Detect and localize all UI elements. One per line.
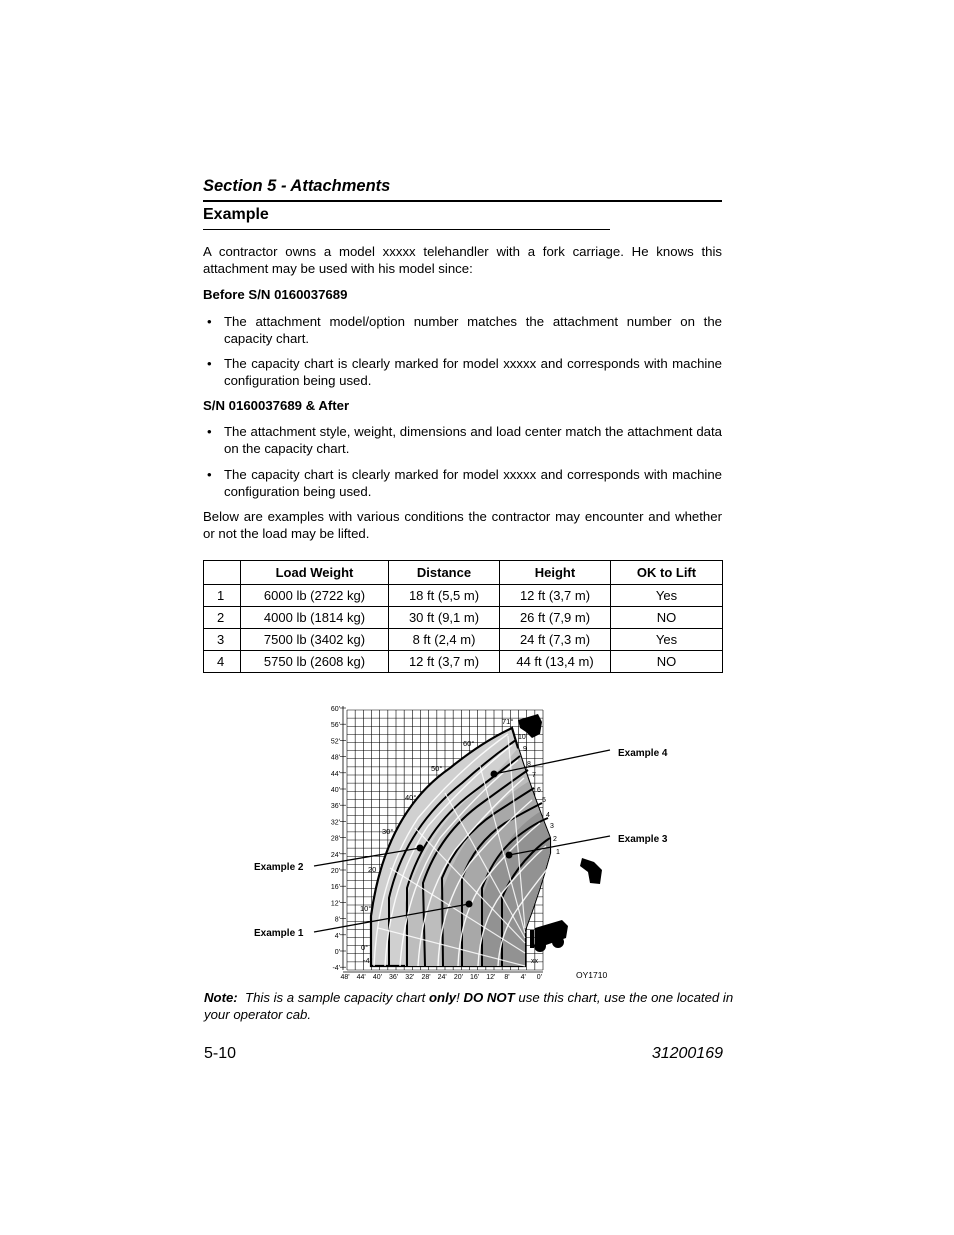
note-label: Note:	[204, 990, 238, 1005]
y-tick-label: 12'	[330, 900, 340, 908]
boom-extension-label: 8	[527, 761, 531, 768]
table-cell: 8 ft (2,4 m)	[389, 629, 500, 651]
boom-extension-label: 7	[532, 772, 536, 779]
note-only: only	[429, 990, 457, 1005]
example-label: Example 2	[254, 862, 304, 873]
y-tick-label: 0'	[334, 949, 340, 956]
page-number: 5-10	[204, 1045, 237, 1062]
boom-angle-label: 71°	[502, 717, 514, 726]
y-tick-label: 28'	[330, 835, 340, 843]
table-cell: 26 ft (7,9 m)	[500, 607, 611, 629]
note-text: use this chart, use the one located in your operator cab.	[204, 990, 734, 1022]
example-label: Example 1	[254, 928, 304, 939]
table-cell: 44 ft (13,4 m)	[500, 651, 611, 673]
x-tick-label: 4'	[520, 974, 526, 981]
table-cell: 12 ft (3,7 m)	[389, 651, 500, 673]
x-tick-label: 28'	[421, 974, 431, 981]
boom-extension-label: 3	[550, 823, 554, 830]
x-tick-label: 20'	[453, 974, 463, 981]
table-row	[204, 651, 723, 673]
figure-code: OY1710	[576, 970, 608, 980]
y-tick-label: 24'	[330, 851, 340, 859]
x-tick-label: 24'	[437, 974, 447, 981]
table-row	[204, 585, 723, 607]
table-cell: 4000 lb (1814 kg)	[241, 607, 389, 629]
section-title: Section 5 - Attachments	[203, 177, 391, 195]
xx-label: xx	[531, 958, 538, 965]
boom-angle-label: 30°	[382, 827, 394, 836]
telehandler-icon	[530, 920, 568, 952]
bullet-dot: •	[207, 467, 212, 482]
table-cell: Yes	[611, 585, 723, 607]
y-tick-label: 32'	[330, 819, 340, 827]
boom-angle-label: 20	[368, 865, 377, 874]
y-tick-label: 56'	[330, 722, 340, 730]
after-sn-heading: S/N 0160037689 & After	[203, 398, 350, 413]
table-cell: 5750 lb (2608 kg)	[241, 651, 389, 673]
table-cell: 24 ft (7,3 m)	[500, 629, 611, 651]
intro-paragraph: A contractor owns a model xxxxx telehandler with a fork carriage. He knows this attachment may be used with his model since:	[203, 244, 722, 276]
y-tick-label: 16'	[330, 884, 340, 892]
x-tick-label: 40'	[372, 974, 382, 981]
table-cell: NO	[611, 651, 723, 673]
note-text: !	[456, 990, 464, 1005]
boom-extension-label: 1	[556, 849, 560, 856]
y-tick-label: -4'	[332, 965, 340, 973]
boom-extension-label: 6	[537, 787, 541, 794]
boom-angle-label: 40°	[405, 793, 417, 802]
table-cell: 3	[204, 629, 241, 651]
boom-extension-label: 9	[523, 746, 527, 753]
x-tick-label: 0'	[536, 974, 543, 981]
table-cell: Yes	[611, 629, 723, 651]
before-bullet-1: • The attachment model/option number matches the attachment number on the capacity chart.	[207, 314, 722, 346]
y-tick-label: 60'	[330, 706, 340, 713]
x-tick-label: 12'	[486, 974, 496, 981]
table-header: Height	[500, 561, 611, 585]
table-cell: NO	[611, 607, 723, 629]
note-text: This is a sample capacity chart	[245, 990, 429, 1005]
x-tick-label: 8'	[504, 974, 510, 981]
bullet-dot: •	[207, 314, 212, 329]
capacity-chart	[250, 698, 680, 985]
y-tick-label: 40'	[330, 787, 340, 794]
boom-angle-label: -4°	[363, 956, 373, 965]
table-row	[204, 607, 723, 629]
table-cell: 6000 lb (2722 kg)	[241, 585, 389, 607]
section-rule	[203, 200, 722, 202]
table-row	[204, 629, 723, 651]
boom-angle-label: 0°	[361, 943, 369, 952]
note-paragraph	[204, 989, 744, 1023]
x-tick-label: 36'	[389, 974, 399, 981]
table-cell: 1	[204, 585, 241, 607]
table-header-row	[204, 561, 723, 585]
example-label: Example 3	[618, 834, 668, 845]
table-cell: 7500 lb (3402 kg)	[241, 629, 389, 651]
table-cell: 18 ft (5,5 m)	[389, 585, 500, 607]
example-heading: Example	[203, 206, 269, 223]
y-tick-label: 4'	[334, 932, 340, 940]
conditions-table	[203, 560, 723, 673]
x-tick-label: 16'	[470, 974, 480, 981]
y-tick-label: 8'	[334, 916, 340, 924]
boom-extension-label: 4	[546, 812, 550, 819]
before-bullet-2: • The capacity chart is clearly marked for model xxxxx and corresponds with machine configuration being used.	[207, 356, 722, 388]
table-cell: 2	[204, 607, 241, 629]
boom-extension-label: 5	[542, 797, 546, 804]
y-tick-label: 44'	[330, 770, 340, 778]
x-tick-label: 48'	[340, 974, 350, 981]
document-number: 31200169	[651, 1045, 723, 1062]
below-paragraph: Below are examples with various conditions the contractor may encounter and whether or not the load may be lifted.	[203, 509, 722, 541]
y-tick-label: 52'	[330, 738, 340, 746]
boom-extension-label: 10	[518, 734, 526, 741]
y-tick-label: 48'	[330, 754, 340, 762]
bullet-dot: •	[207, 356, 212, 371]
table-header	[204, 561, 241, 585]
note-do-not: DO NOT	[463, 990, 515, 1005]
y-tick-label: 36'	[330, 803, 340, 811]
table-cell: 12 ft (3,7 m)	[500, 585, 611, 607]
boom-angle-label: 50°	[431, 764, 443, 773]
table-header: Distance	[389, 561, 500, 585]
x-tick-label: 44'	[356, 974, 366, 981]
boom-angle-label: 10°	[360, 904, 372, 913]
after-bullet-2: • The capacity chart is clearly marked for model xxxxx and corresponds with machine configuration being used.	[207, 467, 722, 499]
example-rule	[203, 229, 610, 230]
table-cell: 4	[204, 651, 241, 673]
table-header: Load Weight	[241, 561, 389, 585]
before-sn-heading: Before S/N 0160037689	[203, 287, 348, 302]
y-tick-label: 20'	[330, 868, 340, 875]
fork-carriage-right-icon	[580, 858, 602, 884]
table-cell: 30 ft (9,1 m)	[389, 607, 500, 629]
after-bullet-1: • The attachment style, weight, dimensions and load center match the attachment data on the capacity chart.	[207, 424, 722, 456]
example-label: Example 4	[618, 748, 668, 759]
table-header: OK to Lift	[611, 561, 723, 585]
boom-extension-label: 2	[553, 836, 557, 843]
boom-angle-label: 60°	[463, 739, 475, 748]
x-tick-label: 32'	[405, 974, 415, 981]
bullet-dot: •	[207, 424, 212, 439]
